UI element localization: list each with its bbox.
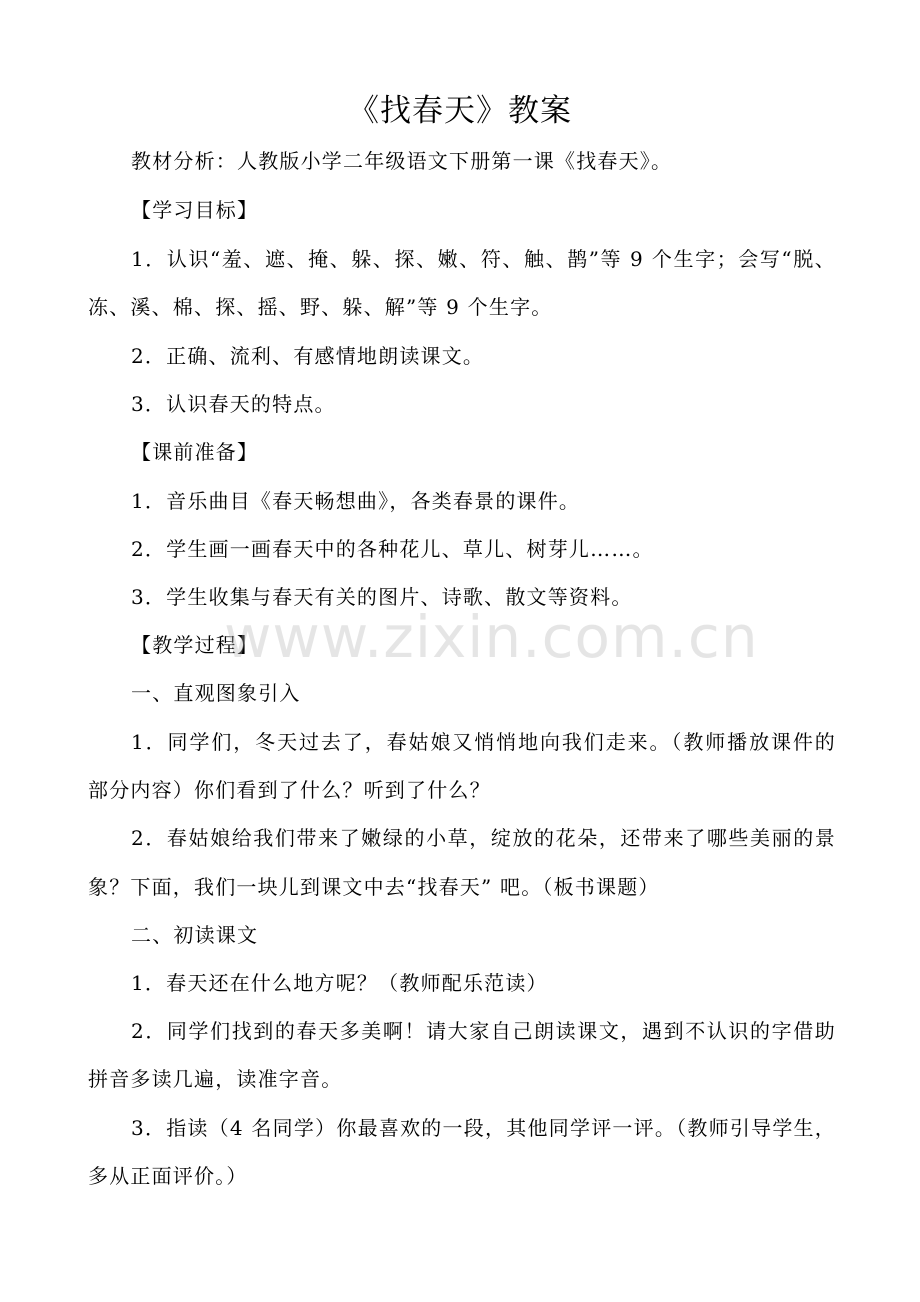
text-line-reading-3-cont: 多从正面评价。） bbox=[88, 1164, 248, 1188]
subsection-heading-first-reading: 二、初读课文 bbox=[131, 923, 259, 947]
text-line-prep-1: 1．音乐曲目《春天畅想曲》，各类春景的课件。 bbox=[131, 489, 581, 513]
text-line-process-1: 1．同学们，冬天过去了，春姑娘又悄悄地向我们走来。（教师播放课件的 bbox=[131, 730, 836, 754]
document-title: 《找春天》教案 bbox=[348, 93, 572, 129]
section-heading-preparation: 【课前准备】 bbox=[131, 440, 259, 464]
watermark: www.zixin.com.cn bbox=[224, 603, 759, 671]
subsection-heading-intro: 一、直观图象引入 bbox=[131, 681, 301, 705]
text-line-prep-2: 2．学生画一画春天中的各种花儿、草儿、树芽儿……。 bbox=[131, 537, 654, 561]
text-line-goal-1-cont: 冻、溪、棉、探、摇、野、躲、解”等 9 个生字。 bbox=[88, 295, 553, 319]
text-line-reading-2-cont: 拼音多读几遍，读准字音。 bbox=[88, 1067, 343, 1091]
text-line-goal-2: 2．正确、流利、有感情地朗读课文。 bbox=[131, 344, 485, 368]
text-line-process-1-cont: 部分内容）你们看到了什么？听到了什么？ bbox=[88, 778, 491, 802]
text-line-goal-3: 3．认识春天的特点。 bbox=[131, 392, 336, 416]
text-line-reading-1: 1．春天还在什么地方呢？（教师配乐范读） bbox=[131, 971, 548, 995]
section-heading-learning-goals: 【学习目标】 bbox=[131, 198, 259, 222]
text-line-process-2-cont: 象？下面，我们一块儿到课文中去“找春天” 吧。（板书课题） bbox=[88, 875, 660, 899]
text-line-reading-3: 3．指读（4 名同学）你最喜欢的一段，其他同学评一评。（教师引导学生， bbox=[131, 1116, 836, 1140]
text-line-process-2: 2．春姑娘给我们带来了嫩绿的小草，绽放的花朵，还带来了哪些美丽的景 bbox=[131, 826, 836, 850]
text-line-reading-2: 2．同学们找到的春天多美啊！请大家自己朗读课文，遇到不认识的字借助 bbox=[131, 1019, 836, 1043]
text-line-prep-3: 3．学生收集与春天有关的图片、诗歌、散文等资料。 bbox=[131, 585, 633, 609]
text-line-material-analysis: 教材分析：人教版小学二年级语文下册第一课《找春天》。 bbox=[131, 149, 673, 173]
section-heading-teaching-process: 【教学过程】 bbox=[131, 633, 259, 657]
text-line-goal-1: 1．认识“羞、遮、掩、躲、探、嫩、符、触、鹊”等 9 个生字；会写“脱、 bbox=[131, 247, 836, 271]
